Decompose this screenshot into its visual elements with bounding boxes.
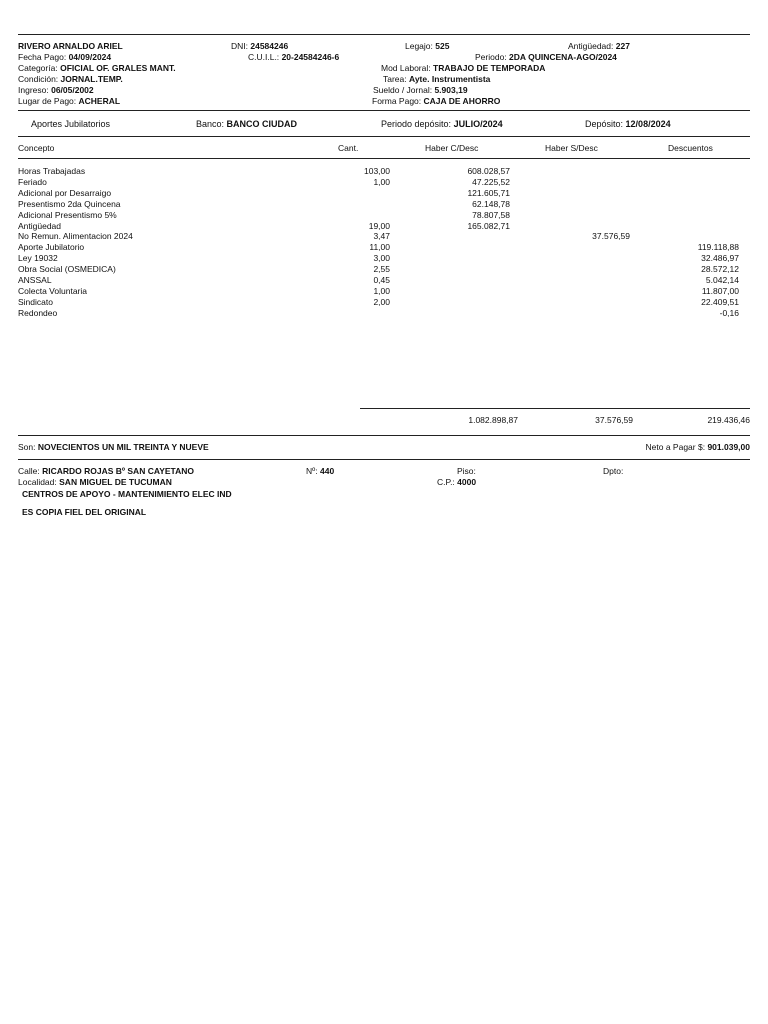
condicion-label: Condición: xyxy=(18,74,59,84)
dni-value: 24584246 xyxy=(250,41,289,51)
employee-name: RIVERO ARNALDO ARIEL xyxy=(18,41,123,51)
neto-label: Neto a Pagar $: xyxy=(645,442,706,452)
tarea-label: Tarea: xyxy=(383,74,407,84)
dpto xyxy=(603,466,623,476)
row-cant: 3,47 xyxy=(373,231,390,242)
col-header-cant: Cant. xyxy=(338,143,359,153)
row-descuentos: 119.118,88 xyxy=(697,242,739,253)
header-rule xyxy=(18,110,750,111)
son-rule xyxy=(18,459,750,460)
row-haber-c: 47.225,52 xyxy=(472,176,510,187)
row-concepto: Presentismo 2da Quincena xyxy=(18,198,121,209)
forma-pago-value: CAJA DE AHORRO xyxy=(423,96,501,106)
fecha-pago xyxy=(18,52,111,62)
row-concepto: Adicional por Desarraigo xyxy=(18,187,112,198)
row-haber-c: 121.605,71 xyxy=(467,187,510,198)
categoria xyxy=(18,63,176,73)
legajo-value: 525 xyxy=(435,41,450,51)
tarea-value: Ayte. Instrumentista xyxy=(409,74,491,84)
localidad-label: Localidad: xyxy=(18,477,57,487)
neto-a-pagar xyxy=(646,442,750,452)
calle-value: RICARDO ROJAS Bº SAN CAYETANO xyxy=(42,466,194,476)
row-haber-s: 37.576,59 xyxy=(592,231,630,242)
row-concepto: Antigüedad xyxy=(18,220,62,231)
row-descuentos: 32.486,97 xyxy=(701,253,739,264)
antiguedad-value: 227 xyxy=(615,41,630,51)
aportes-title: Aportes Jubilatorios xyxy=(31,119,111,129)
row-cant: 19,00 xyxy=(368,220,390,231)
numero-label: Nº: xyxy=(306,466,318,476)
aportes-rule xyxy=(18,136,750,137)
row-concepto: ANSSAL xyxy=(18,275,52,285)
categoria-value: OFICIAL OF. GRALES MANT. xyxy=(60,63,176,73)
centro-costo: CENTROS DE APOYO - MANTENIMIENTO ELEC IND xyxy=(22,489,232,499)
localidad xyxy=(18,477,172,487)
lugar-pago xyxy=(18,96,120,106)
row-haber-c: 608.028,57 xyxy=(467,166,510,176)
copia-fiel: ES COPIA FIEL DEL ORIGINAL xyxy=(22,507,147,517)
row-descuentos: 22.409,51 xyxy=(701,296,739,307)
condicion-value: JORNAL.TEMP. xyxy=(60,74,123,84)
col-header-concepto: Concepto xyxy=(18,143,55,153)
row-descuentos: 11.807,00 xyxy=(701,285,739,296)
son xyxy=(18,442,209,452)
row-cant: 0,45 xyxy=(373,275,390,285)
forma-pago xyxy=(372,96,500,106)
ingreso xyxy=(18,85,94,95)
antiguedad xyxy=(568,41,630,51)
codigo-postal xyxy=(437,477,476,487)
row-concepto: Feriado xyxy=(18,176,47,187)
row-cant: 2,00 xyxy=(373,296,390,307)
row-haber-c: 78.807,58 xyxy=(472,209,510,220)
dni-label: DNI: xyxy=(231,41,248,51)
ingreso-label: Ingreso: xyxy=(18,85,49,95)
col-header-haber-c: Haber C/Desc xyxy=(425,143,479,153)
sueldo-value: 5.903,19 xyxy=(434,85,468,95)
dni xyxy=(231,41,288,51)
row-cant: 2,55 xyxy=(373,264,390,275)
row-concepto: No Remun. Alimentacion 2024 xyxy=(18,231,133,242)
neto-value: 901.039,00 xyxy=(707,442,750,452)
banco-label: Banco: xyxy=(196,119,225,129)
piso-label: Piso: xyxy=(457,466,476,476)
total-descuentos: 219.436,46 xyxy=(707,415,750,425)
legajo-label: Legajo: xyxy=(405,41,433,51)
sueldo xyxy=(373,85,468,95)
row-concepto: Horas Trabajadas xyxy=(18,166,86,176)
row-concepto: Ley 19032 xyxy=(18,253,58,264)
row-descuentos: 5.042,14 xyxy=(705,275,739,285)
row-concepto: Adicional Presentismo 5% xyxy=(18,209,117,220)
periodo xyxy=(475,52,617,62)
ingreso-value: 06/05/2002 xyxy=(51,85,94,95)
row-concepto: Redondeo xyxy=(18,307,58,318)
deposito-value: 12/08/2024 xyxy=(625,119,671,129)
lugar-pago-label: Lugar de Pago: xyxy=(18,96,77,106)
row-descuentos: 28.572,12 xyxy=(701,264,739,275)
row-cant: 3,00 xyxy=(373,253,390,264)
row-haber-c: 62.148,78 xyxy=(472,198,510,209)
totals-rule xyxy=(360,408,750,409)
periodo-label: Periodo: xyxy=(475,52,507,62)
mod-laboral-label: Mod Laboral: xyxy=(381,63,431,73)
table-header-rule xyxy=(18,158,750,159)
forma-pago-label: Forma Pago: xyxy=(372,96,422,106)
son-label: Son: xyxy=(18,442,36,452)
row-descuentos: -0,16 xyxy=(719,307,739,318)
lugar-pago-value: ACHERAL xyxy=(78,96,121,106)
row-cant: 103,00 xyxy=(364,166,390,176)
antiguedad-label: Antigüedad: xyxy=(568,41,614,51)
categoria-label: Categoría: xyxy=(18,63,58,73)
numero xyxy=(306,466,334,476)
numero-value: 440 xyxy=(319,466,335,476)
tarea xyxy=(383,74,490,84)
cuil-value: 20-24584246-6 xyxy=(281,52,340,62)
row-concepto: Obra Social (OSMEDICA) xyxy=(18,264,116,275)
mod-laboral xyxy=(381,63,545,73)
banco xyxy=(196,119,297,129)
row-haber-c: 165.082,71 xyxy=(467,220,510,231)
localidad-value: SAN MIGUEL DE TUCUMAN xyxy=(59,477,172,487)
mod-laboral-value: TRABAJO DE TEMPORADA xyxy=(433,63,546,73)
periodo-deposito-value: JULIO/2024 xyxy=(453,119,503,129)
total-haber-s: 37.576,59 xyxy=(595,415,633,425)
cp-value: 4000 xyxy=(457,477,477,487)
condicion xyxy=(18,74,123,84)
banco-value: BANCO CIUDAD xyxy=(226,119,298,129)
periodo-deposito xyxy=(381,119,503,129)
col-header-descuentos: Descuentos xyxy=(668,143,713,153)
calle-label: Calle: xyxy=(18,466,40,476)
cp-label: C.P.: xyxy=(437,477,455,487)
legajo xyxy=(405,41,449,51)
deposito xyxy=(585,119,671,129)
fecha-pago-value: 04/09/2024 xyxy=(68,52,112,62)
totals-bottom-rule xyxy=(18,435,750,436)
calle xyxy=(18,466,194,476)
cuil-label: C.U.I.L.: xyxy=(248,52,280,62)
row-concepto: Sindicato xyxy=(18,296,53,307)
son-value: NOVECIENTOS UN MIL TREINTA Y NUEVE xyxy=(37,442,209,452)
row-cant: 1,00 xyxy=(373,285,390,296)
deposito-label: Depósito: xyxy=(585,119,624,129)
row-cant: 11,00 xyxy=(369,242,390,253)
row-cant: 1,00 xyxy=(373,176,390,187)
sueldo-label: Sueldo / Jornal: xyxy=(373,85,433,95)
top-rule xyxy=(18,34,750,35)
dpto-label: Dpto: xyxy=(603,466,624,476)
row-concepto: Colecta Voluntaria xyxy=(18,285,87,296)
piso xyxy=(457,466,476,476)
periodo-value: 2DA QUINCENA-AGO/2024 xyxy=(509,52,617,62)
total-haber-c: 1.082.898,87 xyxy=(468,415,518,425)
cuil xyxy=(248,52,339,62)
row-concepto: Aporte Jubilatorio xyxy=(18,242,85,253)
fecha-pago-label: Fecha Pago: xyxy=(18,52,67,62)
periodo-deposito-label: Periodo depósito: xyxy=(381,119,452,129)
col-header-haber-s: Haber S/Desc xyxy=(545,143,598,153)
